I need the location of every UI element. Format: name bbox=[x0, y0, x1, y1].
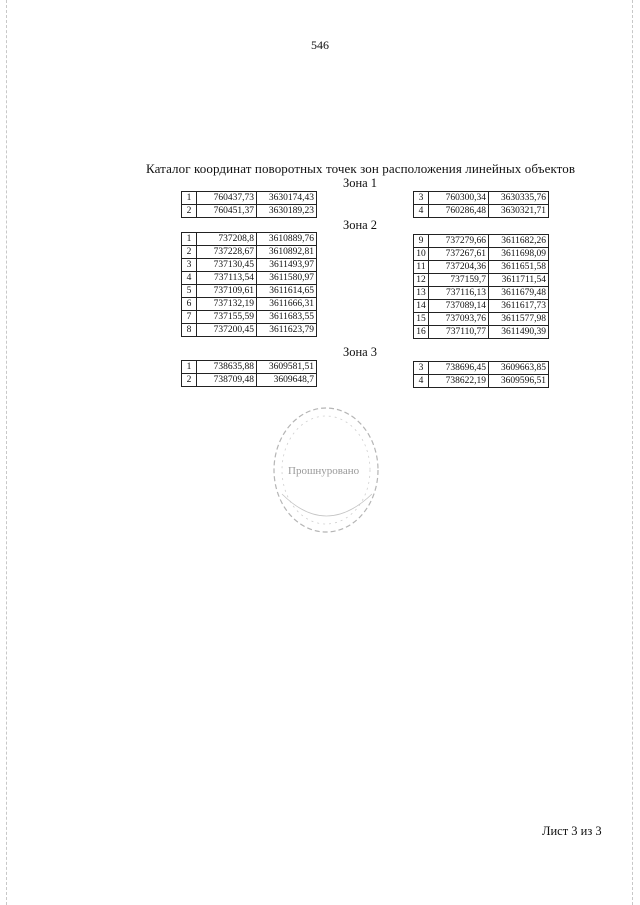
y-coordinate-cell: 3611580,97 bbox=[257, 272, 317, 285]
point-number-cell: 3 bbox=[414, 192, 429, 205]
x-coordinate-cell: 737132,19 bbox=[197, 298, 257, 311]
point-number-cell: 2 bbox=[182, 246, 197, 259]
point-number-cell: 9 bbox=[414, 235, 429, 248]
y-coordinate-cell: 3630335,76 bbox=[489, 192, 549, 205]
table-row bbox=[182, 298, 317, 311]
y-coordinate-cell: 3611490,39 bbox=[489, 326, 549, 339]
table-row bbox=[414, 274, 549, 287]
point-number-cell: 2 bbox=[182, 205, 197, 218]
table-row bbox=[182, 311, 317, 324]
x-coordinate-cell: 737267,61 bbox=[429, 248, 489, 261]
x-coordinate-cell: 737089,14 bbox=[429, 300, 489, 313]
point-number-cell: 1 bbox=[182, 361, 197, 374]
x-coordinate-cell: 737208,8 bbox=[197, 233, 257, 246]
page-edge-right bbox=[632, 0, 634, 905]
y-coordinate-cell: 3610892,81 bbox=[257, 246, 317, 259]
point-number-cell: 6 bbox=[182, 298, 197, 311]
table-row bbox=[414, 235, 549, 248]
point-number-cell: 3 bbox=[414, 362, 429, 375]
y-coordinate-cell: 3611683,55 bbox=[257, 311, 317, 324]
x-coordinate-cell: 738696,45 bbox=[429, 362, 489, 375]
x-coordinate-cell: 737113,54 bbox=[197, 272, 257, 285]
table-row bbox=[182, 374, 317, 387]
table-row bbox=[414, 205, 549, 218]
point-number-cell: 7 bbox=[182, 311, 197, 324]
table-row bbox=[182, 205, 317, 218]
x-coordinate-cell: 760451,37 bbox=[197, 205, 257, 218]
zone-3-right-table bbox=[413, 361, 549, 388]
zone-2-right-table bbox=[413, 234, 549, 339]
x-coordinate-cell: 737110,77 bbox=[429, 326, 489, 339]
x-coordinate-cell: 760437,73 bbox=[197, 192, 257, 205]
y-coordinate-cell: 3611493,97 bbox=[257, 259, 317, 272]
table-row bbox=[414, 300, 549, 313]
point-number-cell: 12 bbox=[414, 274, 429, 287]
x-coordinate-cell: 737159,7 bbox=[429, 274, 489, 287]
point-number-cell: 15 bbox=[414, 313, 429, 326]
y-coordinate-cell: 3611577,98 bbox=[489, 313, 549, 326]
point-number-cell: 14 bbox=[414, 300, 429, 313]
zone-1-left-table bbox=[181, 191, 317, 218]
x-coordinate-cell: 737109,61 bbox=[197, 285, 257, 298]
table-row bbox=[182, 324, 317, 337]
y-coordinate-cell: 3611623,79 bbox=[257, 324, 317, 337]
y-coordinate-cell: 3611679,48 bbox=[489, 287, 549, 300]
document-title: Каталог координат поворотных точек зон расположения линейных объектов bbox=[146, 161, 576, 176]
zone-2-left-table bbox=[181, 232, 317, 337]
point-number-cell: 3 bbox=[182, 259, 197, 272]
y-coordinate-cell: 3630189,23 bbox=[257, 205, 317, 218]
table-row bbox=[414, 313, 549, 326]
y-coordinate-cell: 3609648,7 bbox=[257, 374, 317, 387]
table-row bbox=[414, 248, 549, 261]
x-coordinate-cell: 737200,45 bbox=[197, 324, 257, 337]
sheet-label: Лист 3 из 3 bbox=[542, 824, 602, 838]
table-row bbox=[414, 287, 549, 300]
lacing-stamp bbox=[268, 398, 386, 546]
y-coordinate-cell: 3611617,73 bbox=[489, 300, 549, 313]
y-coordinate-cell: 3609596,51 bbox=[489, 375, 549, 388]
point-number-cell: 11 bbox=[414, 261, 429, 274]
point-number-cell: 10 bbox=[414, 248, 429, 261]
point-number-cell: 1 bbox=[182, 192, 197, 205]
y-coordinate-cell: 3609581,51 bbox=[257, 361, 317, 374]
zone-3-left-table bbox=[181, 360, 317, 387]
y-coordinate-cell: 3610889,76 bbox=[257, 233, 317, 246]
stamp-text: Прошнуровано bbox=[288, 465, 360, 477]
x-coordinate-cell: 760300,34 bbox=[429, 192, 489, 205]
table-row bbox=[182, 361, 317, 374]
point-number-cell: 4 bbox=[414, 205, 429, 218]
y-coordinate-cell: 3611666,31 bbox=[257, 298, 317, 311]
table-row bbox=[182, 285, 317, 298]
x-coordinate-cell: 738635,88 bbox=[197, 361, 257, 374]
point-number-cell: 16 bbox=[414, 326, 429, 339]
x-coordinate-cell: 760286,48 bbox=[429, 205, 489, 218]
x-coordinate-cell: 737116,13 bbox=[429, 287, 489, 300]
y-coordinate-cell: 3630321,71 bbox=[489, 205, 549, 218]
x-coordinate-cell: 738709,48 bbox=[197, 374, 257, 387]
table-row bbox=[414, 362, 549, 375]
table-row bbox=[414, 326, 549, 339]
point-number-cell: 2 bbox=[182, 374, 197, 387]
x-coordinate-cell: 738622,19 bbox=[429, 375, 489, 388]
y-coordinate-cell: 3611682,26 bbox=[489, 235, 549, 248]
point-number-cell: 8 bbox=[182, 324, 197, 337]
y-coordinate-cell: 3611711,54 bbox=[489, 274, 549, 287]
x-coordinate-cell: 737130,45 bbox=[197, 259, 257, 272]
point-number-cell: 4 bbox=[182, 272, 197, 285]
x-coordinate-cell: 737228,67 bbox=[197, 246, 257, 259]
y-coordinate-cell: 3611614,65 bbox=[257, 285, 317, 298]
zone-1-right-table bbox=[413, 191, 549, 218]
zone-2-title: Зона 2 bbox=[342, 218, 378, 232]
table-row bbox=[414, 375, 549, 388]
zone-1-title: Зона 1 bbox=[342, 176, 378, 190]
x-coordinate-cell: 737279,66 bbox=[429, 235, 489, 248]
table-row bbox=[182, 272, 317, 285]
table-row bbox=[414, 192, 549, 205]
page-edge-left bbox=[6, 0, 8, 905]
point-number-cell: 13 bbox=[414, 287, 429, 300]
y-coordinate-cell: 3611651,58 bbox=[489, 261, 549, 274]
y-coordinate-cell: 3609663,85 bbox=[489, 362, 549, 375]
point-number-cell: 5 bbox=[182, 285, 197, 298]
table-row bbox=[182, 259, 317, 272]
zone-3-title: Зона 3 bbox=[342, 345, 378, 359]
x-coordinate-cell: 737204,36 bbox=[429, 261, 489, 274]
x-coordinate-cell: 737093,76 bbox=[429, 313, 489, 326]
point-number-cell: 4 bbox=[414, 375, 429, 388]
table-row bbox=[182, 246, 317, 259]
table-row bbox=[414, 261, 549, 274]
table-row bbox=[182, 233, 317, 246]
y-coordinate-cell: 3630174,43 bbox=[257, 192, 317, 205]
table-row bbox=[182, 192, 317, 205]
point-number-cell: 1 bbox=[182, 233, 197, 246]
page-number: 546 bbox=[311, 38, 329, 52]
x-coordinate-cell: 737155,59 bbox=[197, 311, 257, 324]
y-coordinate-cell: 3611698,09 bbox=[489, 248, 549, 261]
